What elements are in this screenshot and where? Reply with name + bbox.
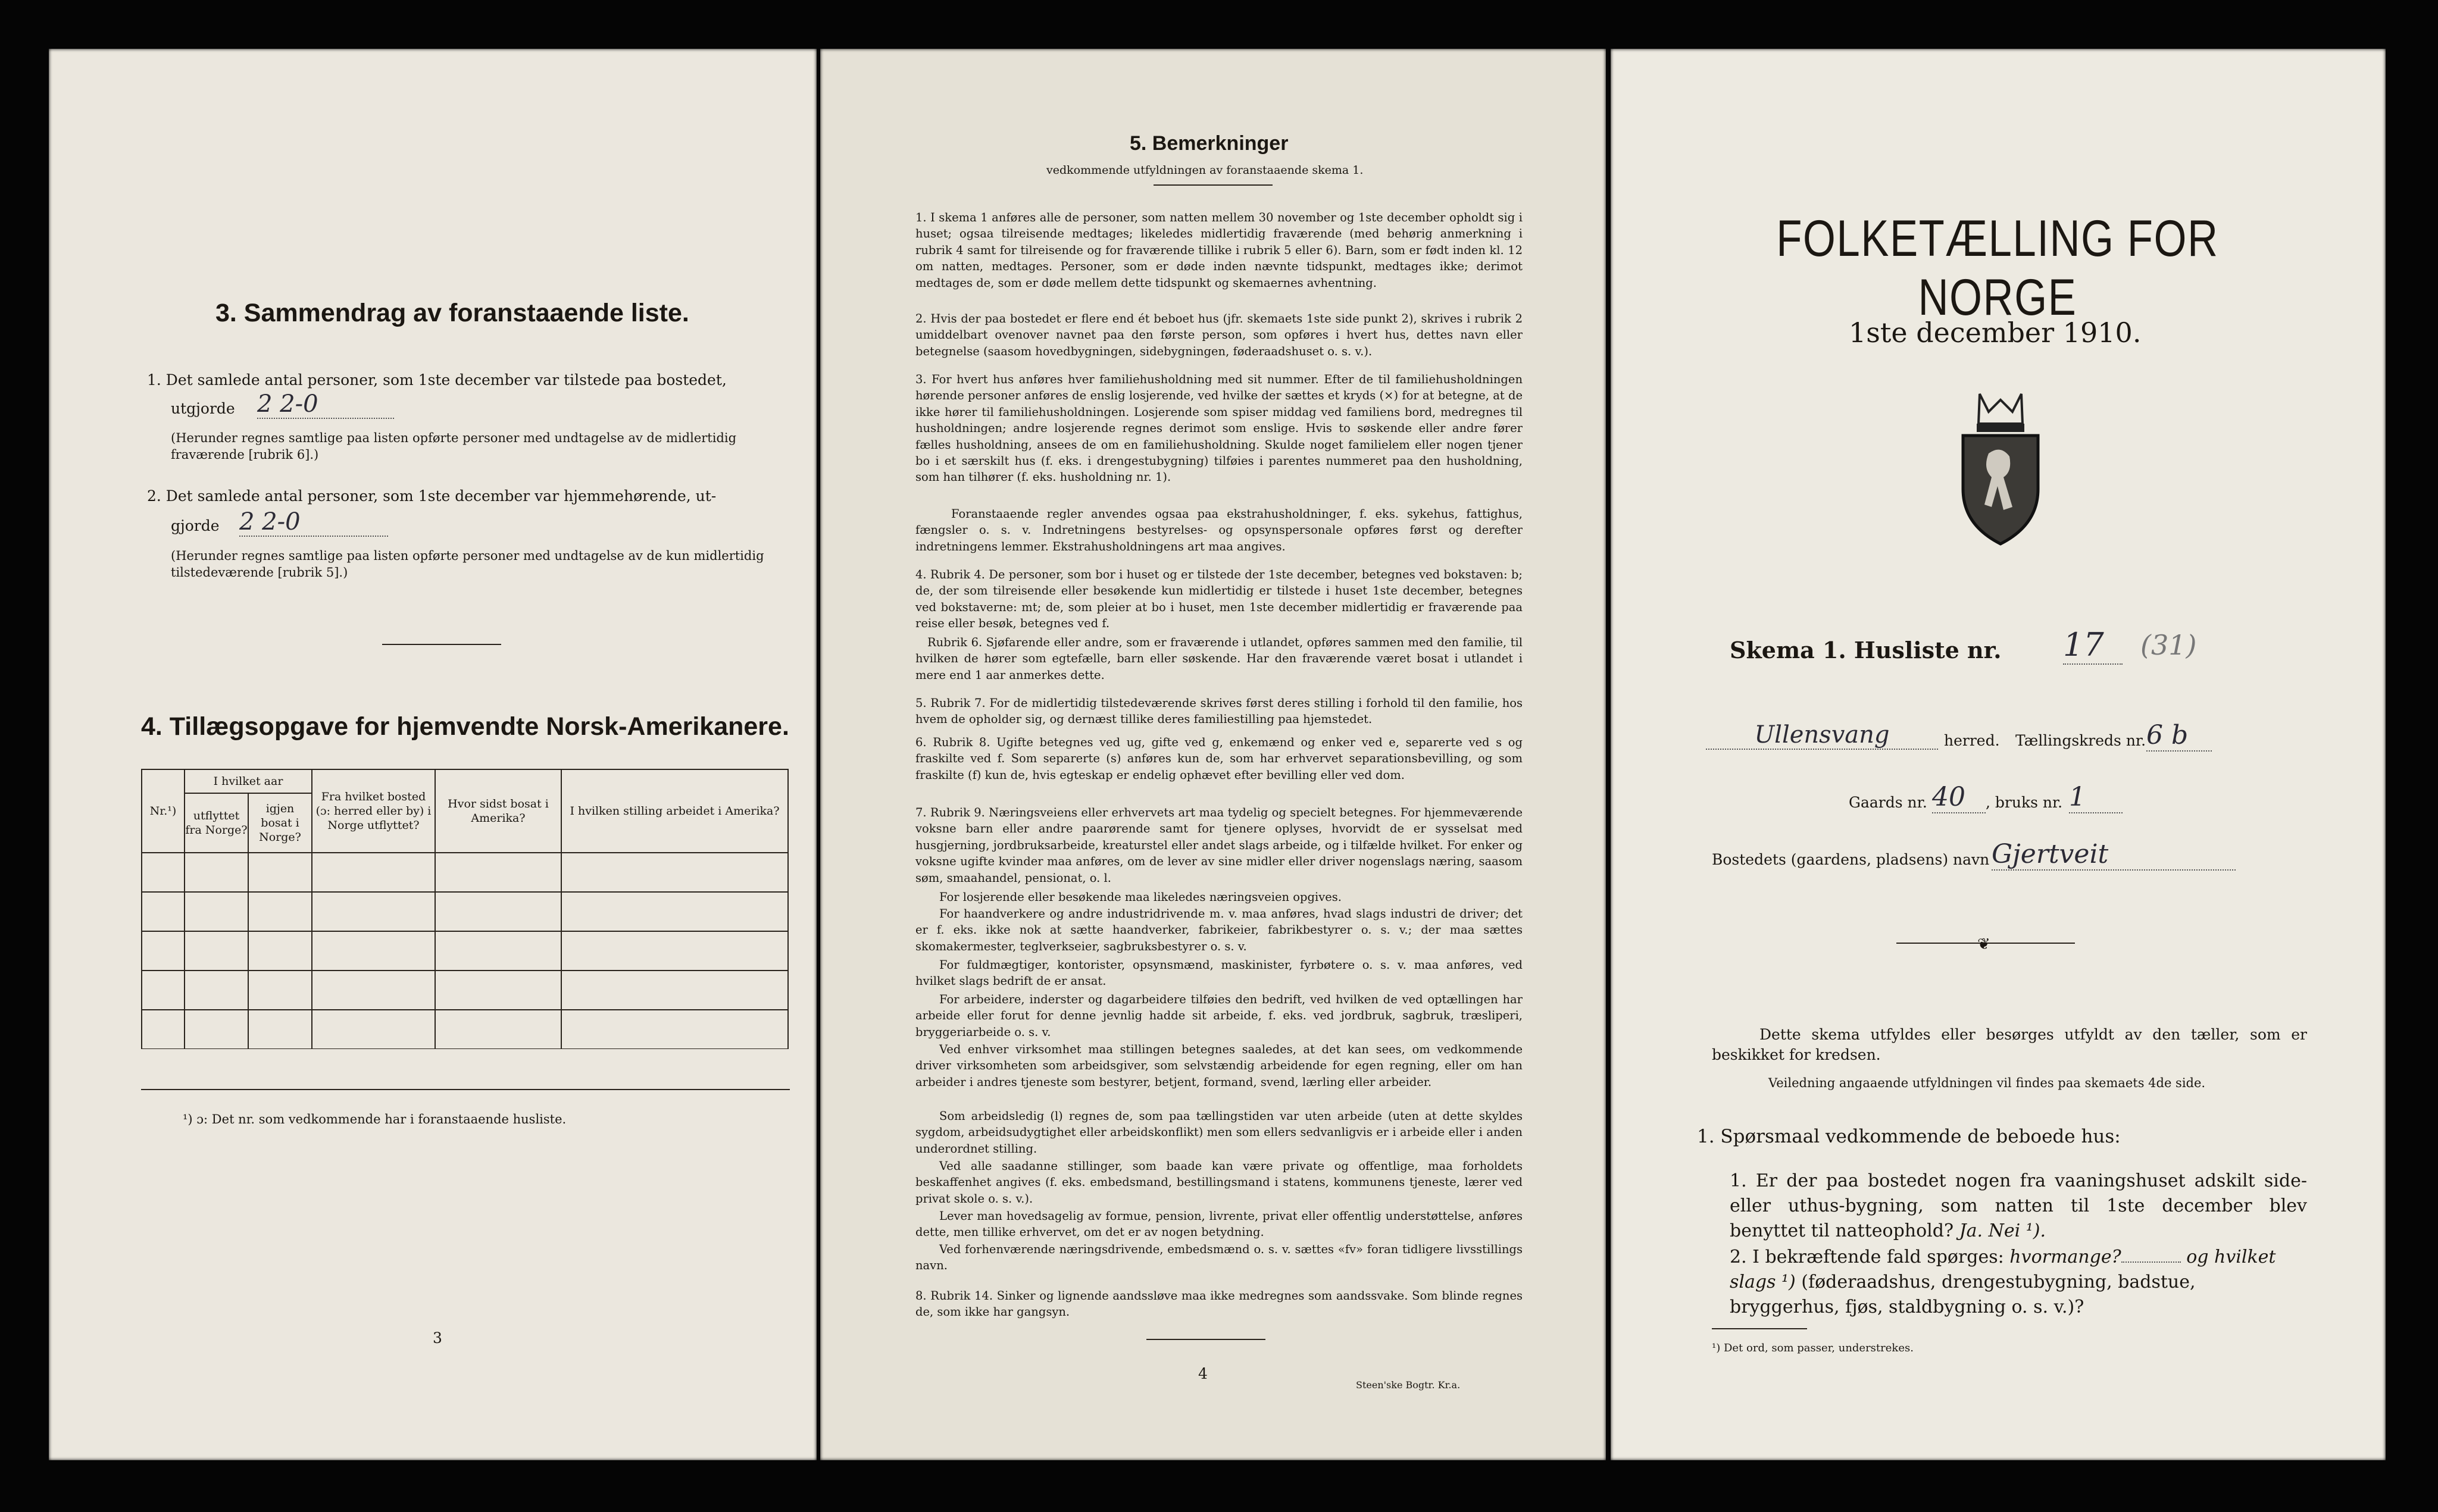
bosted-label: Bostedets (gaardens, pladsens) navn xyxy=(1712,851,1990,868)
remark-7-g: Som arbeidsledig (l) regnes de, som paa tællingstiden var uten arbeide (uten at dette skyldes sygdom, arbeidsudygtighet eller arbeidskonflikt) men som ellers sedvanligvis er i arbeide eller i anden underordnet stilling. xyxy=(915,1109,1523,1156)
remark-3: 3. For hvert hus anføres hver familiehusholdning med sit nummer. Efter de til familiehusholdningen hørende personer anføres de enslig losjerende, ved hvilke der sættes et kryds (×) for at betegne, at de ikke hører til familiehusholdningen. Losjerende som spiser middag ved familiens bord, medregnes til husholdningen; andre losjerende regnes derimot som enslige. Hvis to søskende eller andre fører fælles husholdning, ansees de om en familiehusholdning. Skulde noget familielem eller nogen tjener bo i et særskilt hus (f. eks. i drengestubygning) tilføies i parentes nummeret paa den husholdning, som han tilhører (f. eks. husholdning nr. 1). xyxy=(915,372,1523,484)
supplement-title: 4. Tillægsopgave for hjemvendte Norsk-Amerikanere. xyxy=(141,712,789,741)
remark-7-h: Ved alle saadanne stillinger, som baade kan være private og offentlige, maa forholdets beskaffenhet angives (f. eks. embedsmand, bestillingsmand i statens, kommunens tjeneste, lærer ved privat skole o. s. v.). xyxy=(915,1159,1523,1206)
remark-7: 7. Rubrik 9. Næringsveiens eller erhvervets art maa tydelig og specielt betegnes. For hjemmeværende voksne barn eller andre paarørende samt for tjenere oplyses, hvorvidt de er sysselsat med husgjerning, jordbruksarbeide, kreaturstel eller andet slags arbeide, og i tilfælde hvilket. For enker og voksne ugifte kvinder maa anføres, om de lever av sine midler eller driver nogenslags næring, saasom søm, smaahandel, pensionat, o. l. xyxy=(915,806,1523,885)
herred-label: herred. xyxy=(1944,732,2000,749)
remarks-title: 5. Bemerkninger xyxy=(1130,132,1289,155)
remark-7-e: For arbeidere, inderster og dagarbeidere tilføies den bedrift, ved hvilken de ved optællingen har arbeide eller forut for denne jevnlig hadde sit arbeide, f. eks. ved jordbruk, sagbruk, træsliperi, bryggeriarbeide o. s. v. xyxy=(915,993,1523,1039)
table-bottom-rule xyxy=(141,1089,790,1090)
col-stilling: I hvilken stilling arbeidet i Amerika? xyxy=(561,769,788,853)
remark-7-j: Ved forhenværende næringsdrivende, embedsmænd o. s. v. sættes «fv» foran tidligere livsstillings navn. xyxy=(915,1242,1523,1273)
summary-item-2-note: (Herunder regnes samtlige paa listen opførte personer med undtagelse av de kun midlertidig tilstedeværende [rubrik 5].) xyxy=(171,549,764,580)
kreds-value: 6 b xyxy=(2146,720,2212,752)
page-number-4: 4 xyxy=(1198,1365,1208,1382)
remark-2: 2. Hvis der paa bostedet er flere end ét beboet hus (jfr. skemaets 1ste side punkt 2), skrives i rubrik 2 umiddelbart ovenover navnet paa den første person, som opføres i hvert hus, dettes navn eller betegnelse (saasom hovedbygningen, sidebygningen, føderaadshuset o. s. v.). xyxy=(915,312,1523,358)
census-date: 1ste december 1910. xyxy=(1849,317,2142,349)
summary-item-1: 1. Det samlede antal personer, som 1ste december var tilstede paa bostedet, xyxy=(147,371,727,389)
norsk-amerikanere-table xyxy=(141,769,789,1049)
printer-mark: Steen'ske Bogtr. Kr.a. xyxy=(1356,1379,1461,1391)
herred-value: Ullensvang xyxy=(1706,721,1938,750)
bosted-value: Gjertveit xyxy=(1992,839,2236,871)
table-body xyxy=(142,853,788,1049)
page-number-3: 3 xyxy=(433,1329,442,1347)
remark-4: 4. Rubrik 4. De personer, som bor i huset og er tilstede der 1ste december, betegnes ved bokstaven: b; de, der som tilreisende eller besøkende kun midlertidig er tilstede i huset 1ste december, betegnes ved bokstaverne: mt; de, som pleier at bo i huset, men 1ste december midlertidig er fraværende paa reise eller besøk, betegnes ved f. xyxy=(915,568,1523,631)
supplement-footnote: ¹) ɔ: Det nr. som vedkommende har i foranstaaende husliste. xyxy=(183,1112,567,1126)
remark-6: 6. Rubrik 8. Ugifte betegnes ved ug, gifte ved g, enkemænd og enker ved e, separerte ved s og fraskilte ved f. Som separerte (s) anføres kun de, som har erhvervet separationsbevilling, og som fraskilte (f) kun de, hvis egteskap er endelig ophævet efter bevilling eller ved dom. xyxy=(915,735,1523,782)
col-nr: Nr.¹) xyxy=(142,769,185,853)
guidance-text: Veiledning angaaende utfyldningen vil findes paa skemaets 4de side. xyxy=(1768,1076,2206,1090)
summary-title: 3. Sammendrag av foranstaaende liste. xyxy=(215,299,689,327)
question-1: 1. Er der paa bostedet nogen fra vaaningshuset adskilt side- eller uthus-bygning, som natten til 1ste december blev benyttet til natteophold? Ja. Nei ¹). xyxy=(1730,1170,2307,1241)
question-2: 2. I bekræftende fald spørges: hvormange? og hvilket slags ¹) (føderaadshus, drengestubygning, badstue, bryggerhus, fjøs, staldbygning o. s. v.)? xyxy=(1730,1247,2276,1317)
remark-7-i: Lever man hovedsagelig av formue, pension, livrente, privat eller offentlig understøttelse, anføres dette, men tillike erhvervet, om det er av nogen betydning. xyxy=(915,1209,1523,1239)
footnote-rule xyxy=(1712,1328,1807,1329)
summary-item-2-gjorde: gjorde xyxy=(171,517,220,534)
col-utflyttet: utflyttet fra Norge? xyxy=(185,793,248,853)
remark-8: 8. Rubrik 14. Sinker og lignende aandssløve maa ikke medregnes som aandssvake. Som blinde regnes de, som ikke har gangsyn. xyxy=(915,1289,1523,1319)
remarks-subtitle: vedkommende utfyldningen av foranstaaende skema 1. xyxy=(1046,164,1364,177)
skema-label: Skema 1. Husliste nr. xyxy=(1730,637,2002,663)
norway-coat-of-arms-icon xyxy=(1956,388,2045,549)
summary-item-1-note: (Herunder regnes samtlige paa listen opførte personer med undtagelse av de midlertidig fraværende [rubrik 6].) xyxy=(171,431,737,462)
remarks-divider xyxy=(1154,184,1273,186)
bruks-value: 1 xyxy=(2069,782,2123,813)
remark-1: 1. I skema 1 anføres alle de personer, som natten mellem 30 november og 1ste december opholdt sig i huset; ogsaa tilreisende medtages; likeledes midlertidig fraværende (med behørig anmerkning i rubrik 4 samt for tilreisende og for fraværende tillike i rubrik 5 eller 6). Barn, som er født inden kl. 12 om natten, medtages. Personer, som er døde inden nævnte tidspunkt, medtages ikke; derimot medtages de, som er døde mellem dette tidspunkt og skemaernes avhentning. xyxy=(915,211,1523,290)
kreds-label: Tællingskreds nr. xyxy=(2015,732,2146,749)
left-page xyxy=(49,49,817,1460)
summary-item-1-utgjorde: utgjorde xyxy=(171,400,235,417)
gaards-label: Gaards nr. xyxy=(1849,794,1927,811)
husliste-extra: (31) xyxy=(2140,629,2197,661)
summary-item-1-value: 2 2-0 xyxy=(257,390,394,419)
remark-4-b: Rubrik 6. Sjøfarende eller andre, som er fraværende i utlandet, opføres sammen med den familie, til hvilken de hører som egtefælle, barn eller søskende. Har den fraværende været bosat i utlandet i mere end 1 aar anmerkes dette. xyxy=(915,636,1523,682)
question-1-answer: Ja. Nei ¹). xyxy=(1959,1220,2046,1241)
husliste-value: 17 xyxy=(2063,626,2123,665)
remark-3-b: Foranstaaende regler anvendes ogsaa paa ekstrahusholdninger, f. eks. sykehus, fattighus, fængsler o. s. v. Indretningens bestyrelses- og opsynspersonale opføres først og derefter indretningens lemmer. Ekstrahusholdningens art maa angives. xyxy=(915,507,1523,553)
remark-7-f: Ved enhver virksomhet maa stillingen betegnes saaledes, at det kan sees, om vedkommende driver virksomheten som arbeidsgiver, som selvstændig arbeidende for egen regning, eller om han arbeider i andres tjeneste som bestyrer, betjent, formand, svend, lærling eller arbeider. xyxy=(915,1043,1523,1089)
summary-item-2-value: 2 2-0 xyxy=(239,508,388,537)
right-page xyxy=(1611,49,2386,1460)
col-igjen: igjen bosat i Norge? xyxy=(248,793,312,853)
remark-5: 5. Rubrik 7. For de midlertidig tilstedeværende skrives først deres stilling i forhold til den familie, hos hvem de opholder sig, og dernæst tillike deres familiestilling paa hjemstedet. xyxy=(915,696,1523,727)
instruction-text: Dette skema utfyldes eller besørges utfyldt av den tæller, som er beskikket for kredsen. xyxy=(1712,1026,2307,1063)
questions-heading: 1. Spørsmaal vedkommende de beboede hus: xyxy=(1697,1126,2121,1147)
gaards-value: 40 xyxy=(1932,782,1986,813)
remark-7-b: For losjerende eller besøkende maa likeledes næringsveien opgives. xyxy=(939,890,1342,904)
census-title: FOLKETÆLLING FOR NORGE xyxy=(1776,210,2219,326)
bruks-label: , bruks nr. xyxy=(1986,794,2063,811)
ornament-icon: ❦ xyxy=(1977,935,1990,953)
col-hvor: Hvor sidst bosat i Amerika? xyxy=(435,769,561,853)
divider xyxy=(382,644,501,645)
summary-item-2: 2. Det samlede antal personer, som 1ste december var hjemmehørende, ut- xyxy=(147,487,717,505)
col-fra: Fra hvilket bosted (ɔ: herred eller by) i Norge utflyttet? xyxy=(312,769,435,853)
remarks-end-rule xyxy=(1146,1339,1265,1340)
middle-page xyxy=(820,49,1606,1460)
col-group: I hvilket aar xyxy=(185,769,312,793)
remark-7-d: For fuldmægtiger, kontorister, opsynsmænd, maskinister, fyrbøtere o. s. v. maa anføres, ved hvilket slags bedrift de er ansat. xyxy=(915,958,1523,988)
remark-7-c: For haandverkere og andre industridrivende m. v. maa anføres, hvad slags industri de driver; det er f. eks. ikke nok at sætte haandverker, fabrikeier, fabrikbestyrer o. s. v.; der maa sættes skomakermester, teglverkseier, sagbruksbestyrer o. s. v. xyxy=(915,907,1523,953)
right-footnote: ¹) Det ord, som passer, understrekes. xyxy=(1712,1342,1914,1354)
